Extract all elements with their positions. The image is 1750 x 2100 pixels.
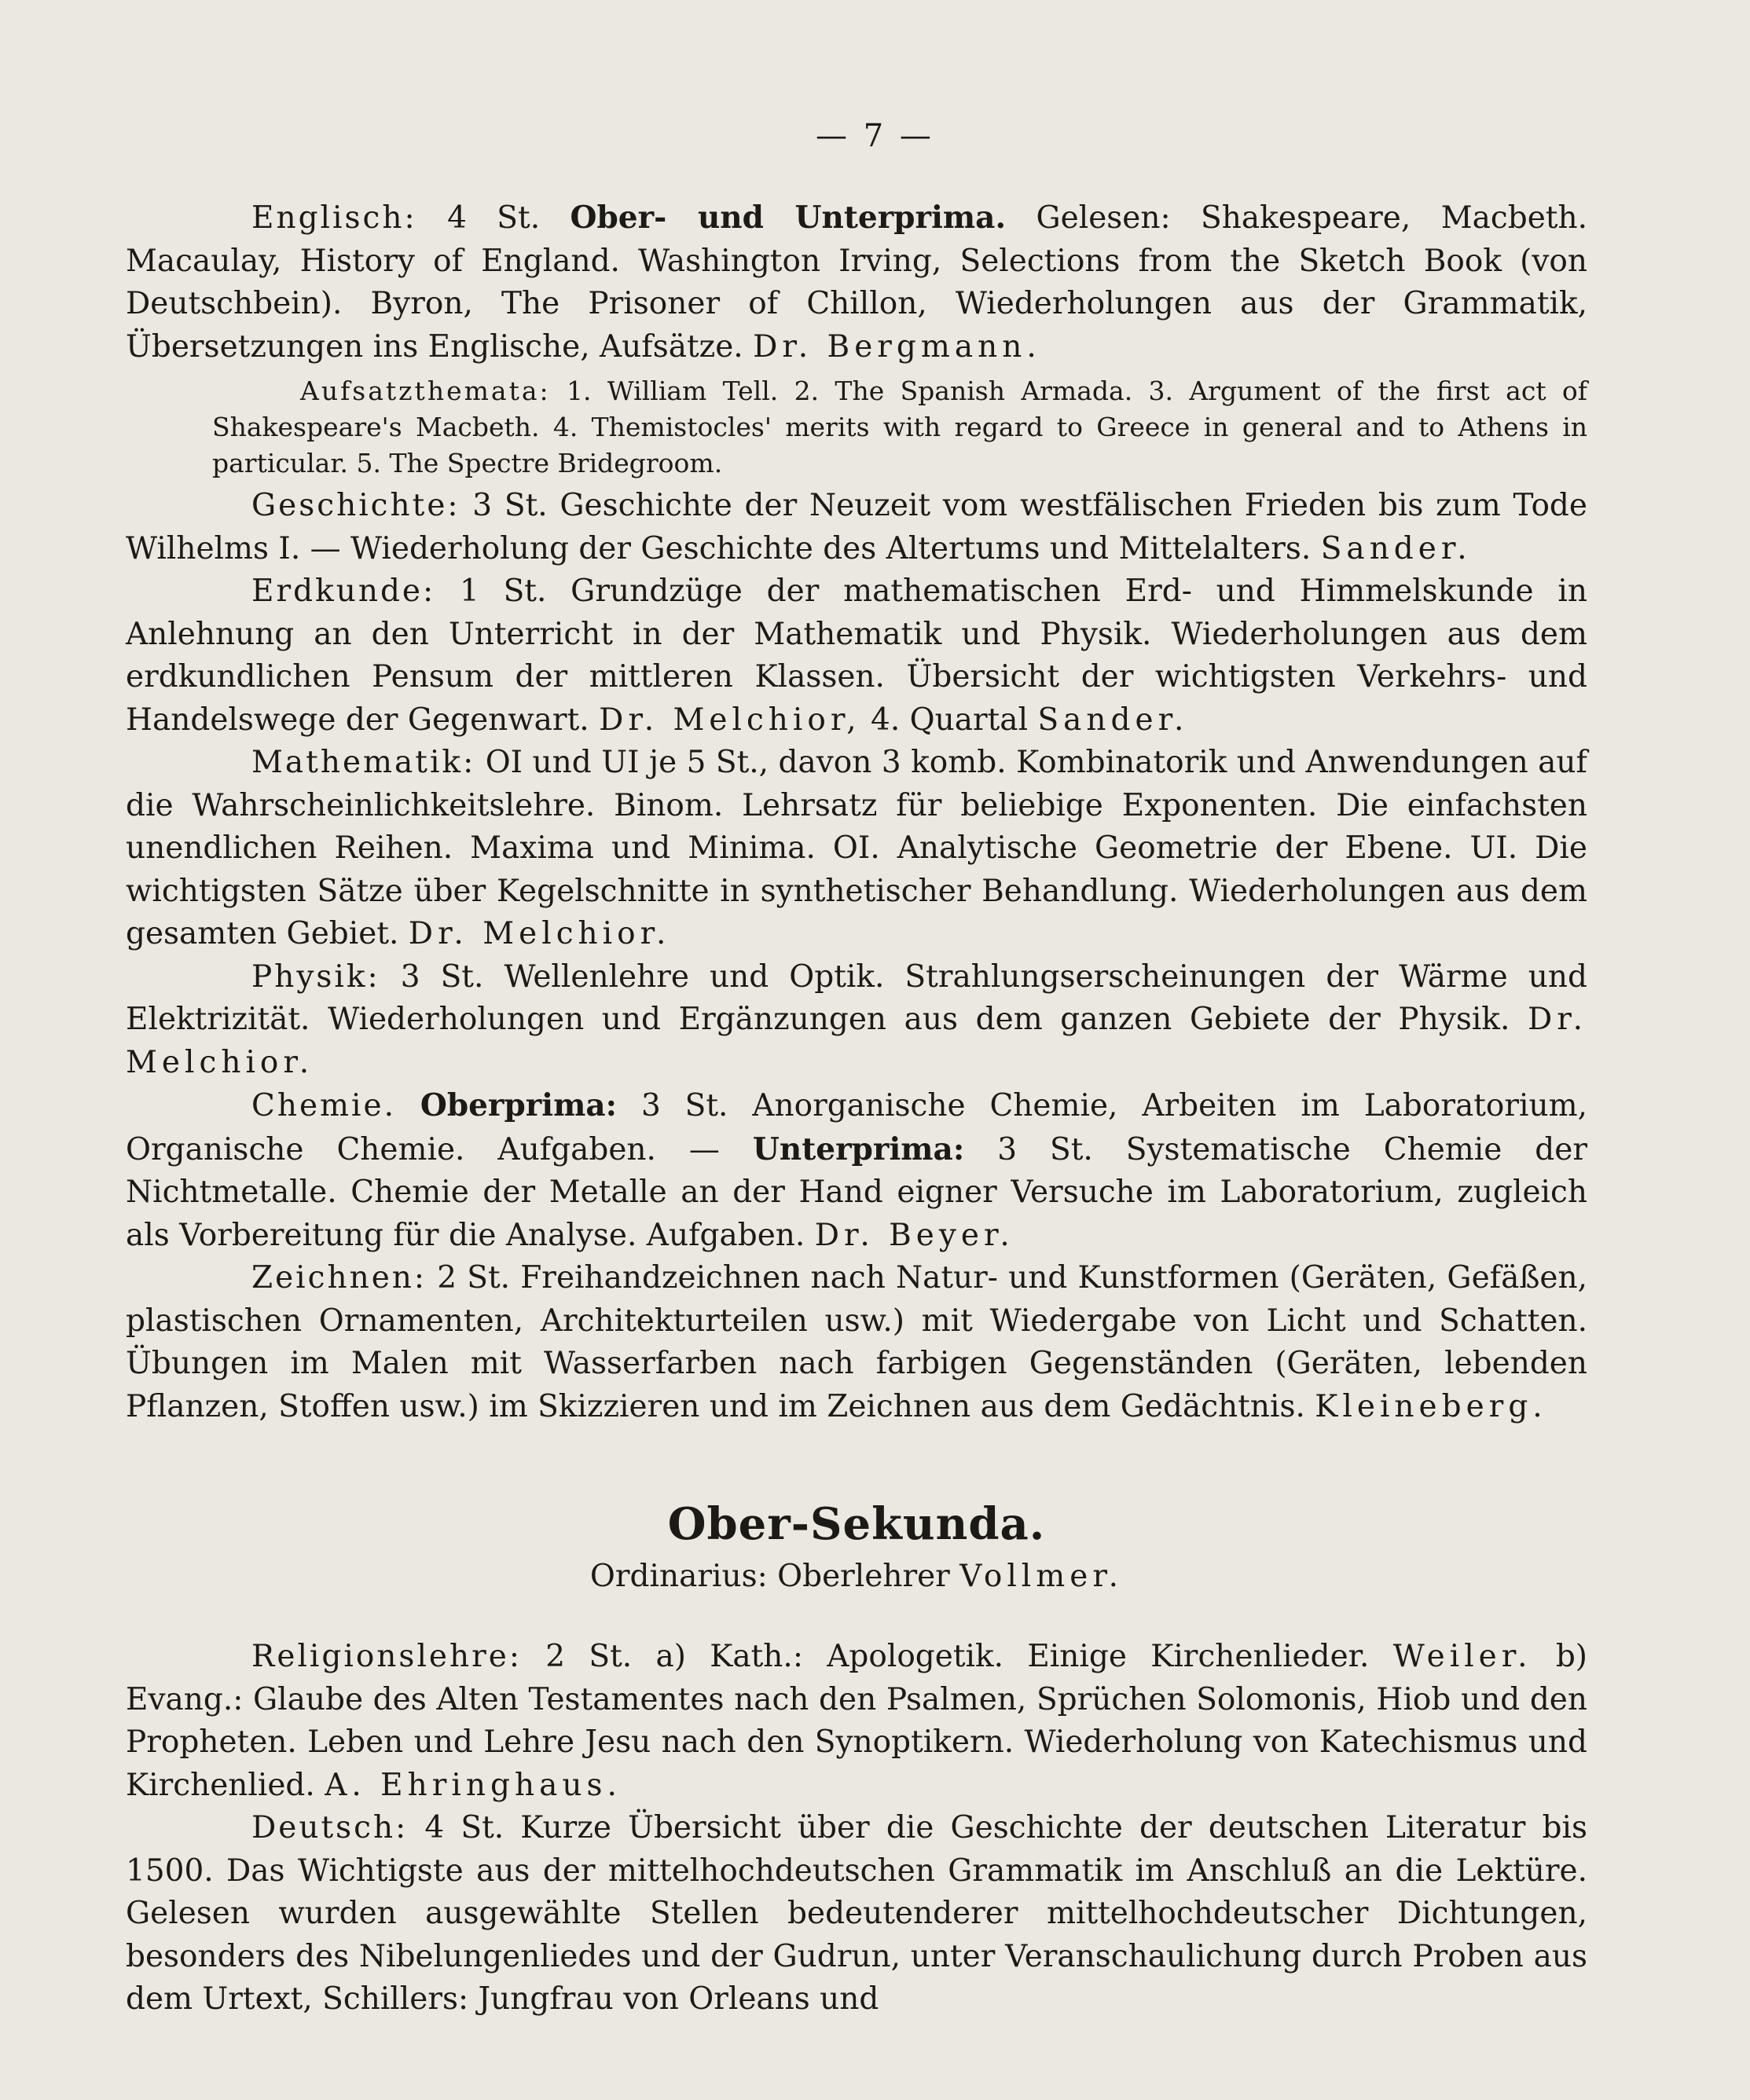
page-number: — 7 —: [816, 118, 934, 154]
hours: 4 St.: [447, 200, 541, 236]
class-label: Ober- und Unterprima.: [570, 200, 1007, 236]
teacher-name: Sander.: [1320, 530, 1472, 566]
subject-label: Religionslehre:: [251, 1639, 522, 1674]
note-label: Aufsatzthemata:: [300, 376, 551, 406]
paragraph-text: Freihandzeichnen nach Natur- und Kunstformen (Geräten, Gefäßen, plastischen Ornamenten, Architekturteilen usw.) mit Wiedergabe von Licht und Schatten. Übungen im Malen mit Wasserfarben nach farbigen Gegenständen (Geräten, lebenden Pflanzen, Stoffen usw.) im Skizzieren und im Zeichnen aus dem Gedächtnis.: [126, 1260, 1587, 1424]
paragraph-englisch: [126, 196, 1587, 368]
page-content: [126, 196, 1587, 2021]
subject-label: Mathematik:: [251, 745, 476, 780]
teacher-name: A. Ehringhaus.: [325, 1767, 622, 1803]
paragraph-text: Gelesen: Shakespeare, Macbeth. Macaulay, History of England. Washington Irving, Selections from the Sketch Book (von Deutschbein). Byron, The Prisoner of Chillon, Wiederholungen aus der Grammatik, Übersetzungen ins Englische, Aufsätze.: [126, 200, 1587, 365]
paragraph-physik: [126, 956, 1587, 1085]
class-label: Unterprima:: [752, 1131, 965, 1167]
teacher-name: Kleineberg.: [1315, 1388, 1547, 1424]
teacher-name: Dr. Melchior.: [408, 916, 671, 951]
paragraph-mathematik: [126, 742, 1587, 956]
hours: 3 St.: [400, 958, 484, 995]
subject-label: Zeichnen:: [251, 1260, 427, 1296]
paragraph-zeichnen: [126, 1257, 1587, 1428]
subject-label: Chemie.: [251, 1088, 396, 1123]
teacher-name: Dr. Beyer.: [814, 1217, 1014, 1253]
paragraph-text: 3 St. Systematische Chemie der Nichtmetalle. Chemie der Metalle an der Hand eigner Versuche im Laboratorium, zugleich als Vorbereitung für die Analyse. Aufgaben.: [126, 1131, 1588, 1253]
teacher-name: Sander.: [1037, 702, 1189, 738]
paragraph-text: b) Evang.: Glaube des Alten Testamentes nach den Psalmen, Sprüchen Solomonis, Hiob und den Propheten. Leben und Lehre Jesu nach den Synoptikern. Wiederholung von Katechismus und Kirchenlied.: [126, 1639, 1587, 1803]
quarter-note: 4. Quartal: [871, 702, 1029, 738]
subject-label: Physik:: [251, 958, 380, 995]
paragraph-text: Wellenlehre und Optik. Strahlungserscheinungen der Wärme und Elektrizität. Wiederholungen und Ergänzungen aus dem ganzen Gebiete der Physik.: [126, 958, 1587, 1037]
note-text: 1. William Tell. 2. The Spanish Armada. 3. Argument of the first act of Shakespeare's Macbeth. 4. Themistocles' merits with regard to Greece in general and to Athens in particular. 5. The Spectre Bridegroom.: [212, 376, 1588, 478]
paragraph-text: a) Kath.: Apologetik. Einige Kirchenlieder.: [655, 1639, 1370, 1674]
section-title: Ober-Sekunda.: [667, 1498, 1046, 1550]
hours: 3 St.: [472, 488, 548, 523]
subject-label: Englisch:: [251, 200, 417, 236]
paragraph-geschichte: [126, 485, 1587, 570]
subject-label: Erdkunde:: [251, 574, 436, 609]
paragraph-text: 3 St. Anorganische Chemie, Arbeiten im Laboratorium, Organische Chemie. Aufgaben. —: [126, 1088, 1587, 1167]
paragraph-text: Geschichte der Neuzeit vom westfälischen Frieden bis zum Tode Wilhelms I. — Wiederholung der Geschichte des Altertums und Mittelalters.: [126, 488, 1587, 566]
paragraph-erdkunde: [126, 570, 1587, 742]
hours: 2 St.: [545, 1639, 633, 1674]
teacher-name: Dr. Melchior,: [599, 702, 861, 738]
paragraph-religion: [126, 1636, 1587, 1807]
ordinarius-name: Vollmer.: [959, 1558, 1124, 1594]
hours: 2 St.: [437, 1260, 511, 1296]
teacher-name: Weiler.: [1392, 1639, 1532, 1674]
paragraph-aufsatzthemata: [212, 373, 1587, 482]
ordinarius-label: Ordinarius: Oberlehrer: [589, 1558, 950, 1594]
teacher-name: Dr. Bergmann.: [753, 328, 1041, 365]
paragraph-text: Grundzüge der mathematischen Erd- und Himmelskunde in Anlehnung an den Unterricht in der Mathematik und Physik. Wiederholungen aus dem erdkundlichen Pensum der mittleren Klassen. Übersicht der wichtigsten Verkehrs- und Handelswege der Gegenwart.: [126, 574, 1588, 738]
ordinarius-line: [126, 1556, 1587, 1599]
teacher-name: Dr. Melchior.: [126, 1002, 1587, 1080]
subject-label: Deutsch:: [251, 1810, 409, 1845]
paragraph-chemie: [126, 1084, 1587, 1257]
hours: 1 St.: [459, 574, 547, 609]
paragraph-text: Kurze Übersicht über die Geschichte der deutschen Literatur bis 1500. Das Wichtigste aus der mittelhochdeutschen Grammatik im Anschluß an die Lektüre. Gelesen wurden ausgewählte Stellen bedeutenderer mittelhochdeutscher Dichtungen, besonders des Nibelungenliedes und der Gudrun, unter Veranschaulichung durch Proben aus dem Urtext, Schillers: Jungfrau von Orleans und: [126, 1810, 1587, 2017]
subject-label: Geschichte:: [251, 488, 460, 523]
hours: 4 St.: [424, 1810, 504, 1845]
paragraph-deutsch: [126, 1807, 1587, 2021]
paragraph-text: OI und UI je 5 St., davon 3 komb. Kombinatorik und Anwendungen auf die Wahrscheinlichkeitslehre. Binom. Lehrsatz für beliebige Exponenten. Die einfachsten unendlichen Reihen. Maxima und Minima. OI. Analytische Geometrie der Ebene. UI. Die wichtigsten Sätze über Kegelschnitte in synthetischer Behandlung. Wiederholungen aus dem gesamten Gebiet.: [126, 745, 1587, 951]
class-label: Oberprima:: [420, 1087, 618, 1123]
